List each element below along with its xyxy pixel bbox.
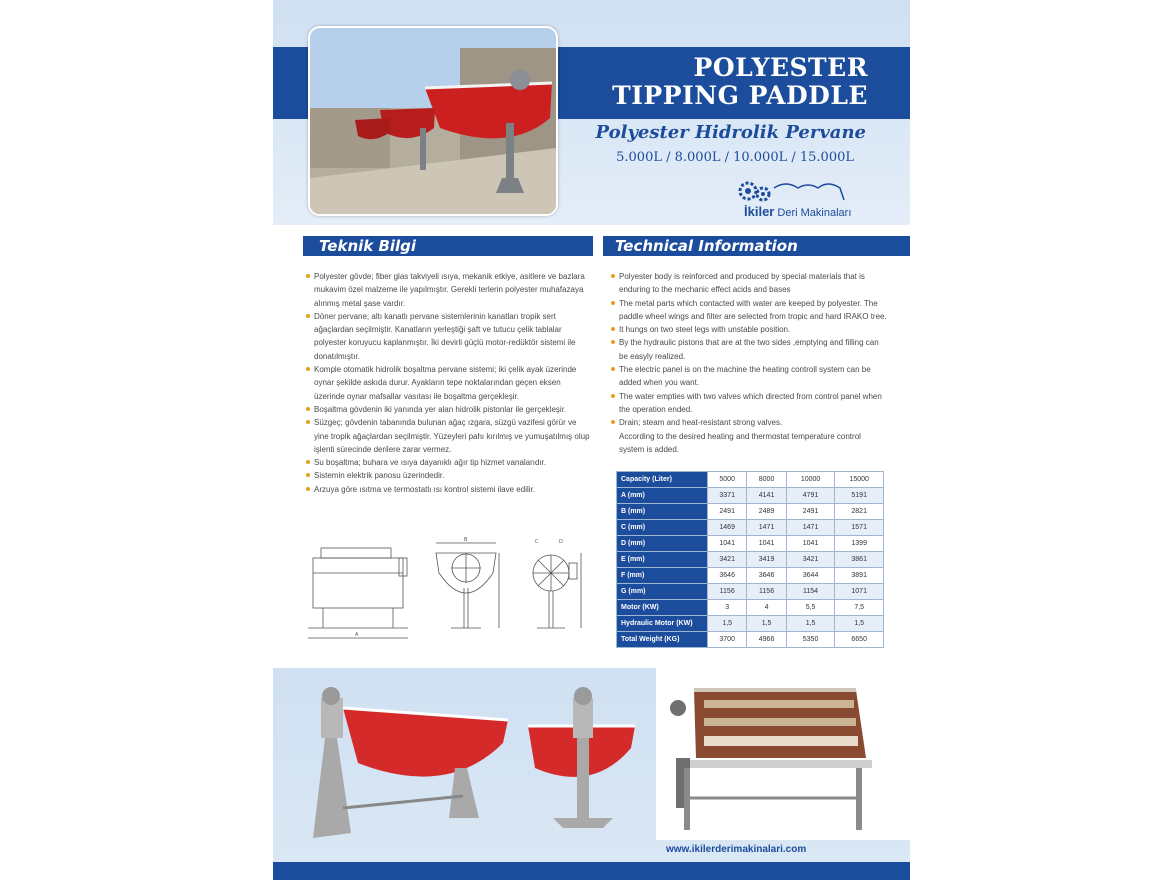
table-cell: 1071: [835, 584, 884, 600]
table-cell: 2491: [786, 504, 835, 520]
table-cell: 1,5: [747, 616, 786, 632]
table-cell: 1154: [786, 584, 835, 600]
table-cell: 1156: [708, 584, 747, 600]
row-label: C (mm): [617, 520, 708, 536]
table-cell: 1399: [835, 536, 884, 552]
table-row: [617, 584, 884, 600]
red-paddle-photos: [273, 668, 653, 860]
table-cell: 3: [708, 600, 747, 616]
side-view-drawing: [303, 533, 413, 643]
row-label: Motor (KW): [617, 600, 708, 616]
list-item: Polyester gövde; fiber glas takviyeli ısıya, mekanik etkiye, asitlere ve bazlara mukavim özel malzeme ile yapılmıştır. Gerekli terlerin polyester muhafazaya alınmış metal şase vardır.: [306, 270, 592, 310]
header-photo-paddles: [308, 26, 558, 216]
row-label: F (mm): [617, 568, 708, 584]
table-cell: 3644: [786, 568, 835, 584]
capacity-list: 5.000L / 8.000L / 10.000L / 15.000L: [616, 150, 854, 165]
table-cell: 1,5: [835, 616, 884, 632]
logo-wordmark: [744, 204, 851, 219]
table-cell: 5350: [786, 632, 835, 648]
table-cell: 5191: [835, 488, 884, 504]
table-cell: 1,5: [708, 616, 747, 632]
table-cell: 3419: [747, 552, 786, 568]
product-title: [612, 54, 868, 110]
header-section: [273, 0, 910, 225]
list-item: Su boşaltma; buhara ve ısıya dayanıklı ağır tip hizmet vanalarıdır.: [306, 456, 592, 469]
list-item: Polyester body is reinforced and produced by special materials that is enduring to the mechanic effect acids and bases: [611, 270, 888, 297]
logo-brand: İkiler: [744, 204, 775, 219]
table-cell: 3700: [708, 632, 747, 648]
table-cell: 1041: [786, 536, 835, 552]
paddle-photo-illustration: [310, 28, 556, 214]
table-cell: 3421: [708, 552, 747, 568]
table-cell: 3421: [786, 552, 835, 568]
table-cell: 5,5: [786, 600, 835, 616]
row-label: D (mm): [617, 536, 708, 552]
row-label: Hydraulic Motor (KW): [617, 616, 708, 632]
table-cell: 2821: [835, 504, 884, 520]
table-row: [617, 536, 884, 552]
list-item: Arzuya göre ısıtma ve termostatlı ısı kontrol sistemi ilave edilir.: [306, 483, 592, 496]
table-row: [617, 568, 884, 584]
row-label: B (mm): [617, 504, 708, 520]
row-label: Total Weight (KG): [617, 632, 708, 648]
turkish-spec-list: [306, 270, 592, 496]
table-row: [617, 504, 884, 520]
table-cell: 3861: [835, 552, 884, 568]
table-cell: 15000: [835, 472, 884, 488]
english-spec-list: [611, 270, 888, 456]
table-row: [617, 472, 884, 488]
table-cell: 1041: [708, 536, 747, 552]
website-url[interactable]: www.ikilerderimakinalari.com: [666, 844, 807, 855]
table-row: [617, 616, 884, 632]
brochure-page: [273, 0, 910, 880]
row-label: Capacity (Liter): [617, 472, 708, 488]
open-paddle-photo: [656, 668, 910, 840]
table-cell: 1469: [708, 520, 747, 536]
table-cell: 4141: [747, 488, 786, 504]
specification-table: [616, 471, 884, 648]
table-cell: 1,5: [786, 616, 835, 632]
svg-text:D: D: [559, 539, 563, 545]
table-row: [617, 552, 884, 568]
list-item: Boşaltma gövdenin iki yanında yer alan hidrolik pistonlar ile gerçekleşir.: [306, 403, 592, 416]
svg-text:B: B: [464, 537, 468, 543]
title-line-2: TIPPING PADDLE: [612, 81, 868, 110]
table-row: [617, 600, 884, 616]
technical-information-heading: Technical Information: [603, 236, 910, 256]
logo-tagline: Deri Makinaları: [777, 207, 852, 219]
gear-logo-icon: [736, 178, 866, 204]
table-row: [617, 632, 884, 648]
table-row: [617, 488, 884, 504]
table-cell: 3891: [835, 568, 884, 584]
list-item: The water empties with two valves which directed from control panel when the operation ended.: [611, 390, 888, 417]
ikiler-logo: [736, 178, 866, 222]
table-cell: 4: [747, 600, 786, 616]
table-cell: 8000: [747, 472, 786, 488]
table-cell: 10000: [786, 472, 835, 488]
table-cell: 2491: [708, 504, 747, 520]
footer-band: [273, 862, 910, 880]
table-cell: 1471: [786, 520, 835, 536]
title-line-1: POLYESTER: [693, 53, 868, 82]
list-item: The metal parts which contacted with water are keeped by polyester. The paddle wheel wings and filter are selected from tropic and hard IRAKO tree.: [611, 297, 888, 324]
table-cell: 3371: [708, 488, 747, 504]
list-item: Komple otomatik hidrolik boşaltma pervane sistemi; iki çelik ayak üzerinde oynar şekilde askıda durur. Ayakların tepe noktalarından geçen eksen üzerinde oynar mafsallar vasıtası ile boşaltma gerçekleşir.: [306, 363, 592, 403]
table-cell: 1571: [835, 520, 884, 536]
product-subtitle: Polyester Hidrolik Pervane: [595, 122, 866, 143]
list-item-note: According to the desired heating and thermostat temperature control system is added.: [619, 431, 861, 454]
table-cell: 2489: [747, 504, 786, 520]
svg-text:A: A: [355, 632, 359, 638]
svg-text:C: C: [535, 539, 539, 545]
table-cell: 4966: [747, 632, 786, 648]
table-cell: 5000: [708, 472, 747, 488]
list-item: The electric panel is on the machine the heating controll system can be added when you want.: [611, 363, 888, 390]
teknik-bilgi-heading: Teknik Bilgi: [303, 236, 593, 256]
table-row: [617, 520, 884, 536]
list-item: Süzgeç; gövdenin tabanında bulunan ağaç ızgara, süzgü vazifesi görür ve yine tropik ağaçlardan seçilmiştir. Yüzeyleri pahı kırılmış ve yumuşatılmış olup işlenti sürecinde derilere zarar vermez.: [306, 416, 592, 456]
list-item: By the hydraulic pistons that are at the two sides ,emptying and filling can be easyly realized.: [611, 336, 888, 363]
list-item: It hungs on two steel legs with unstable position.: [611, 323, 888, 336]
end-view-drawing: [519, 533, 589, 643]
table-cell: 6650: [835, 632, 884, 648]
row-label: A (mm): [617, 488, 708, 504]
table-cell: 3646: [747, 568, 786, 584]
table-cell: 4791: [786, 488, 835, 504]
table-cell: 1471: [747, 520, 786, 536]
front-view-drawing: [431, 533, 501, 643]
table-cell: 1041: [747, 536, 786, 552]
table-cell: 7,5: [835, 600, 884, 616]
row-label: G (mm): [617, 584, 708, 600]
list-item: Döner pervane; altı kanatlı pervane sistemlerinin kanatları tropik sert ağaçlardan seçilmiştir. Kanatların yerleştiği şaft ve tutucu çelik tablalar polyester koruyucu kaplanmıştır. İki devirli güçlü motor-redüktör sistemi ile donatılmıştır.: [306, 310, 592, 363]
list-item: Drain; steam and heat-resistant strong valves.: [611, 416, 888, 429]
list-item: Sistemin elektrik panosu üzerindedir.: [306, 469, 592, 482]
wooden-paddle-illustration: [656, 668, 910, 840]
table-cell: 3646: [708, 568, 747, 584]
row-label: E (mm): [617, 552, 708, 568]
table-cell: 1156: [747, 584, 786, 600]
